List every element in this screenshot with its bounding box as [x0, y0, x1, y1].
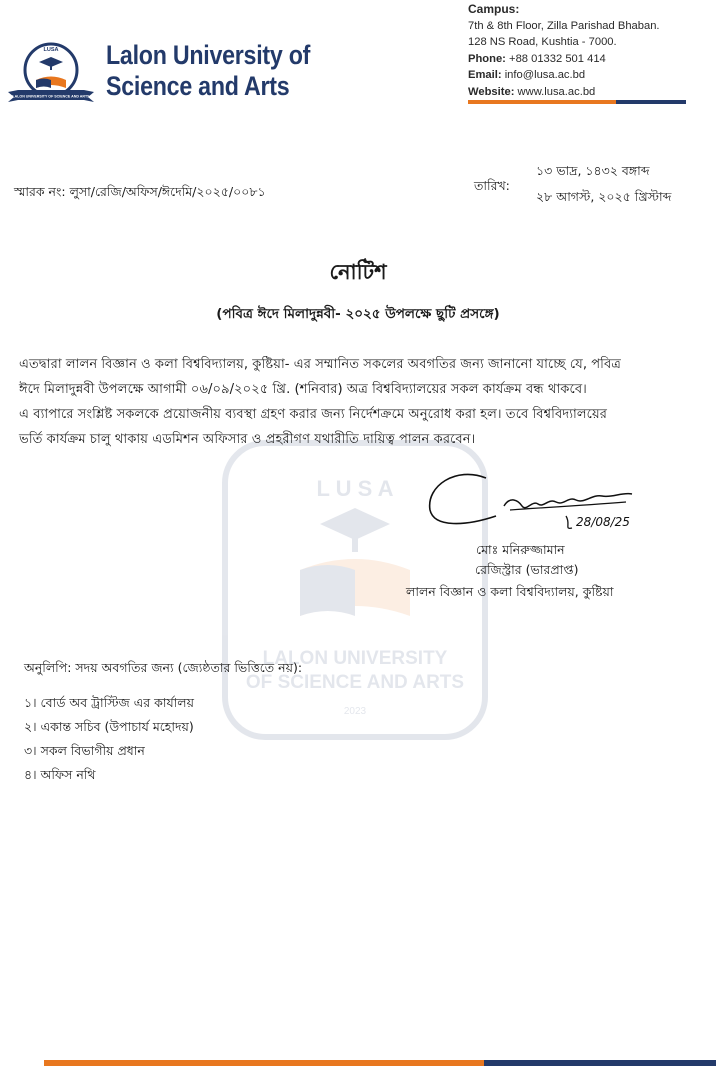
website-row: [468, 84, 660, 101]
signatory-name: মোঃ মনিরুজ্জামান: [476, 542, 565, 557]
campus-contact-block: [468, 1, 660, 100]
signatory-organization: লালন বিজ্ঞান ও কলা বিশ্ববিদ্যালয়, কুষ্টিয়া: [406, 584, 614, 599]
phone-number: +88 01332 501 414: [509, 52, 606, 65]
date-label: তারিখ:: [474, 178, 510, 193]
notice-title: নোটিশ: [329, 260, 387, 284]
footer-bar-blue: [484, 1060, 716, 1066]
footer-bar-orange: [44, 1060, 484, 1066]
logo-ribbon-text: LALON UNIVERSITY OF SCIENCE AND ARTS: [12, 94, 90, 99]
signatory-title: রেজিস্ট্রার (ভারপ্রাপ্ত): [475, 562, 579, 577]
handwritten-signature: [426, 466, 676, 538]
website-url[interactable]: www.lusa.ac.bd: [517, 85, 596, 98]
header-divider-orange: [468, 100, 616, 104]
notice-body-line3: এ ব্যাপারে সংশ্লিষ্ট সকলকে প্রয়োজনীয় ব্যবস্থা গ্রহণ করার জন্য নির্দেশক্রমে অনুরোধ করা হল। তবে বিশ্ববিদ্যালয়ের: [19, 407, 608, 422]
watermark-letters: L U S A: [316, 476, 394, 501]
copy-item-4: ৪। অফিস নথি: [24, 767, 96, 782]
date-gregorian: ২৮ আগস্ট, ২০২৫ খ্রিস্টাব্দ: [536, 189, 672, 204]
phone-row: [468, 51, 660, 68]
university-name-line2: Science and Arts: [106, 71, 290, 101]
copies-heading: অনুলিপি: সদয় অবগতির জন্য (জ্যেষ্ঠতার ভিত্তিতে নয়):: [24, 660, 303, 675]
notice-body-line1: এতদ্বারা লালন বিজ্ঞান ও কলা বিশ্ববিদ্যালয়, কুষ্টিয়া- এর সম্মানিত সকলের অবগতির জন্য জানানো যাচ্ছে যে, পবিত্র: [19, 357, 621, 372]
address-line1: 7th & 8th Floor, Zilla Parishad Bhaban.: [468, 19, 660, 32]
university-name-line1: Lalon University of: [106, 40, 311, 70]
signature-date: 28/08/25: [576, 515, 630, 529]
notice-body-line2: ঈদে মিলাদুন্নবী উপলক্ষে আগামী ০৬/০৯/২০২৫ খ্রি. (শনিবার) অত্র বিশ্ববিদ্যালয়ের সকল কার্যক্রম বন্ধ থাকবে।: [19, 382, 587, 397]
copy-item-2: ২। একান্ত সচিব (উপাচার্য মহোদয়): [24, 719, 194, 734]
header-divider-blue: [616, 100, 686, 104]
logo-text: LUSA: [43, 47, 59, 53]
email-row: [468, 67, 660, 84]
email-address[interactable]: info@lusa.ac.bd: [504, 69, 586, 81]
campus-label: Campus:: [468, 2, 520, 16]
email-label: Email:: [468, 69, 502, 81]
watermark-line1: LALON UNIVERSITY: [262, 648, 448, 669]
university-logo: [4, 40, 98, 112]
notice-body-line4: ভর্তি কার্যক্রম চালু থাকায় এডমিশন অফিসার ও প্রহরীগণ যথারীতি দায়িত্ব পালন করবেন।: [19, 432, 476, 447]
memo-reference: স্মারক নং: লুসা/রেজি/অফিস/ঈদেমি/২০২৫/০০৮১: [14, 184, 266, 199]
watermark-year: 2023: [343, 706, 367, 717]
notice-body: [19, 352, 691, 452]
address-line2: 128 NS Road, Kushtia - 7000.: [468, 36, 617, 48]
website-label: Website:: [468, 85, 515, 98]
date-bangla: ১৩ ভাদ্র, ১৪৩২ বঙ্গাব্দ: [536, 163, 650, 178]
phone-label: Phone:: [468, 52, 506, 65]
copy-item-1: ১। বোর্ড অব ট্রাস্টিজ এর কার্যালয়: [24, 695, 194, 710]
university-name: [106, 40, 310, 102]
notice-subtitle: (পবিত্র ঈদে মিলাদুন্নবী- ২০২৫ উপলক্ষে ছুটি প্রসঙ্গে): [216, 306, 500, 322]
copy-item-3: ৩। সকল বিভাগীয় প্রধান: [24, 743, 145, 758]
watermark-line2: OF SCIENCE AND ARTS: [245, 672, 465, 693]
